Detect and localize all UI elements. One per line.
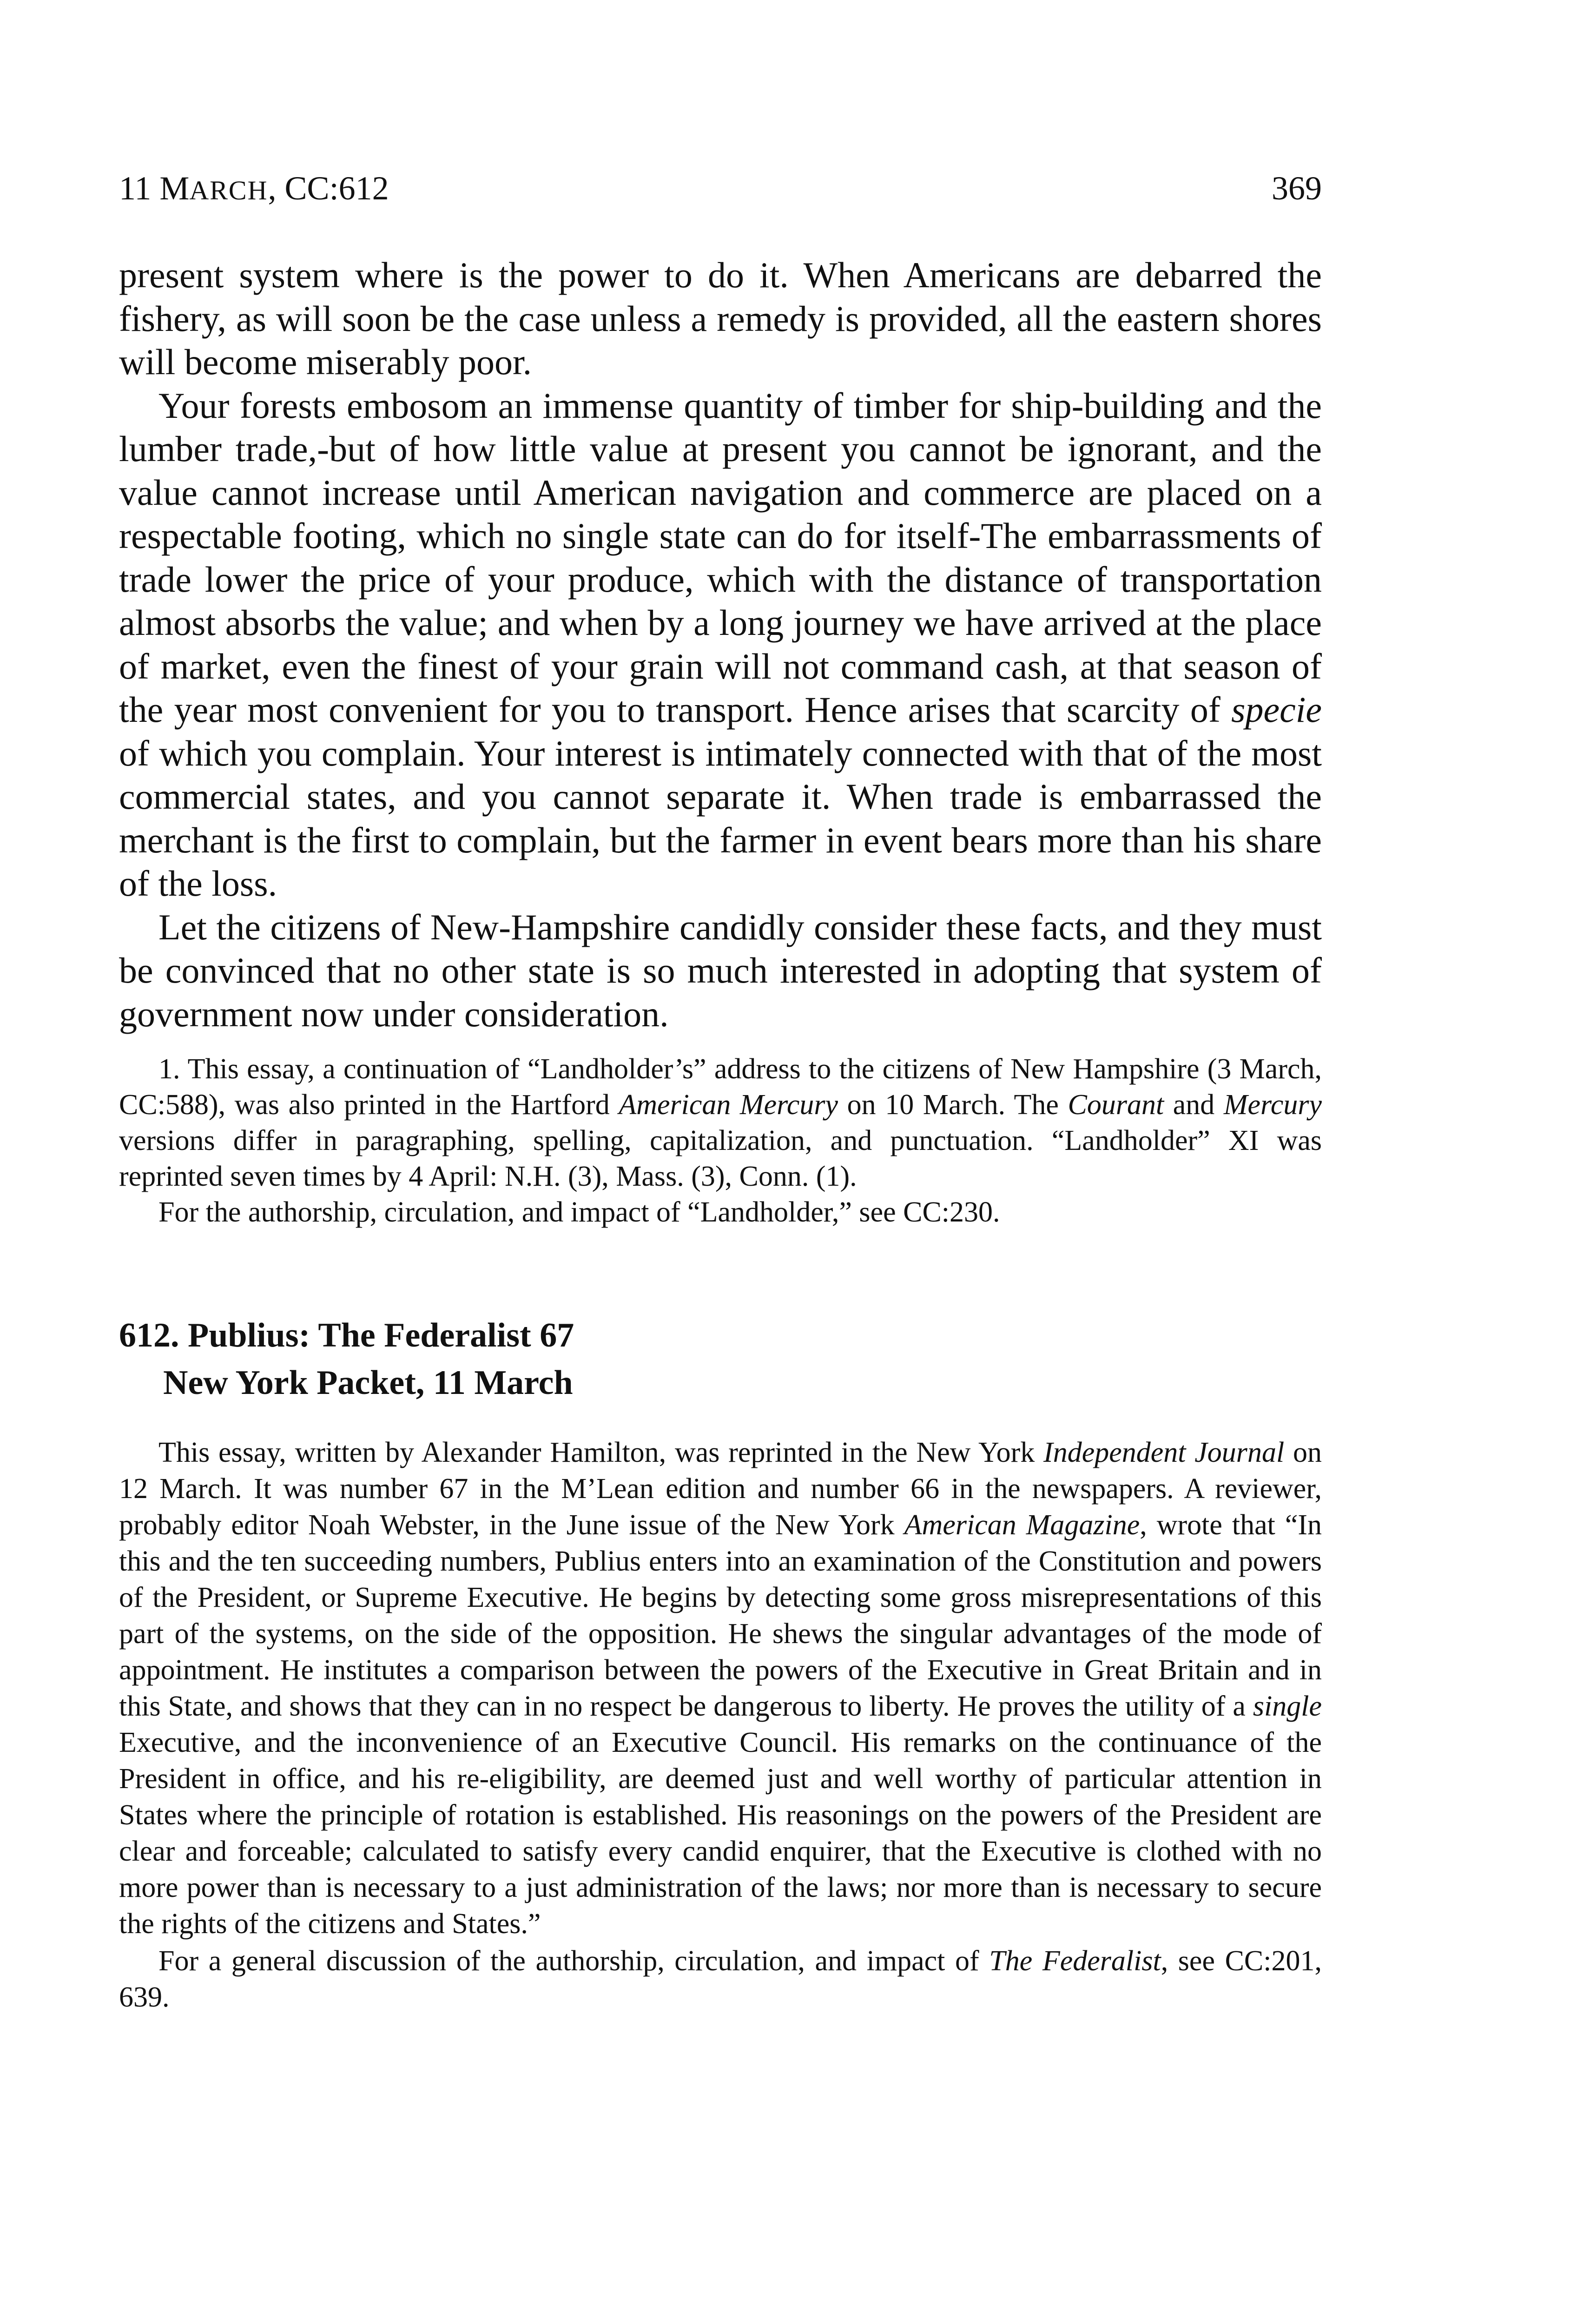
- running-head-suffix: , CC:612: [268, 170, 389, 207]
- footnote-1-text-d: versions differ in paragraphing, spelling, capitalization, and punctuation. “Landholder” XI was reprinted seven times by 4 April: N.H. (3), Mass. (3), Conn. (1).: [119, 1125, 1322, 1192]
- main-text: [119, 253, 1322, 1036]
- headnote-2-text-b: , see CC:201, 639.: [119, 1945, 1322, 2013]
- paragraph-forests: [119, 384, 1322, 905]
- footnote-1-text-a: 1. This essay, a continuation of “Landholder’s” address to the citizens of New Hampshire (3 March, CC:588), was also printed in the Hartford: [119, 1053, 1322, 1121]
- footnote-1-italic-3: Mercury: [1223, 1089, 1322, 1121]
- section-heading-source: New York Packet, 11 March: [163, 1364, 573, 1402]
- footnote-1-text-c: and: [1164, 1089, 1224, 1121]
- headnote-paragraph-1: [119, 1434, 1322, 1942]
- headnote-italic-2: American Magazine: [904, 1509, 1140, 1541]
- running-head-date: [119, 167, 389, 211]
- footnote-1-italic-1: American Mercury: [619, 1089, 838, 1121]
- headnote: [119, 1434, 1322, 2015]
- paragraph-continued: present system where is the power to do it. When Americans are debarred the fishery, as will soon be the case unless a remedy is provided, all the eastern shores will become miserably poor.: [119, 255, 1322, 382]
- running-head-smallcaps: ARCH: [189, 175, 268, 205]
- headnote-text-d: Executive, and the inconvenience of an Executive Council. His remarks on the continuance of the President in office, and his re-eligibility, are deemed just and well worthy of particular attention in States where the principle of rotation is established. His reasonings on the powers of the President are clear and forceable; calculated to satisfy every candid enquirer, that the Executive is clothed with no more power than is necessary to a just administration of the laws; nor more than is necessary to secure the rights of the citizens and States.”: [119, 1727, 1322, 1940]
- headnote-paragraph-2: [119, 1943, 1322, 2015]
- footnote-1: [119, 1051, 1322, 1195]
- footnote-authorship: For the authorship, circulation, and impact of “Landholder,” see CC:230.: [158, 1196, 1000, 1228]
- headnote-2-text-a: For a general discussion of the authorship, circulation, and impact of: [158, 1945, 989, 1977]
- section-heading: [119, 1312, 1322, 1406]
- headnote-italic-1: Independent Journal: [1043, 1437, 1285, 1468]
- headnote-text-a: This essay, written by Alexander Hamilton, was reprinted in the New York: [158, 1437, 1044, 1468]
- section-heading-title: 612. Publius: The Federalist 67: [119, 1316, 574, 1354]
- document-page: [119, 167, 1322, 2015]
- paragraph-new-hampshire: Let the citizens of New-Hampshire candidly consider these facts, and they must be convinced that no other state is so much interested in adopting that system of government now under consideration.: [119, 906, 1322, 1034]
- running-head-prefix: 11 M: [119, 170, 190, 207]
- footnote-1-text-b: on 10 March. The: [838, 1089, 1068, 1121]
- page-number: 369: [1272, 170, 1322, 207]
- running-head: [119, 167, 1322, 211]
- headnote-text-c: , wrote that “In this and the ten succeeding numbers, Publius enters into an examination of the Constitution and powers of the President, or Supreme Executive. He begins by detecting some gross misrepresentations of this part of the systems, on the side of the opposition. He shews the singular advantages of the mode of appointment. He institutes a comparison between the powers of the Executive in Great Britain and in this State, and shows that they can in no respect be dangerous to liberty. He proves the utility of a: [119, 1509, 1322, 1722]
- footnotes: [119, 1051, 1322, 1230]
- headnote-italic-3: single: [1253, 1690, 1322, 1722]
- paragraph-forests-text-a: Your forests embosom an immense quantity of timber for ship-building and the lumber trade,-but of how little value at present you cannot be ignorant, and the value cannot increase until American navigation and commerce are placed on a respectable footing, which no single state can do for itself-The embarrassments of trade lower the price of your produce, which with the distance of transportation almost absorbs the value; and when by a long journey we have arrived at the place of market, even the finest of your grain will not command cash, at that season of the year most convenient for you to transport. Hence arises that scarcity of: [119, 385, 1322, 730]
- paragraph-forests-italic: specie: [1231, 689, 1322, 730]
- headnote-text-b: on 12 March. It was number 67 in the M’Lean edition and number 66 in the newspapers. A reviewer, probably editor Noah Webster, in the June issue of the New York: [119, 1437, 1322, 1541]
- footnote-1-italic-2: Courant: [1068, 1089, 1164, 1121]
- headnote-2-italic: The Federalist: [989, 1945, 1161, 1977]
- paragraph-forests-text-b: of which you complain. Your interest is intimately connected with that of the most commercial states, and you cannot separate it. When trade is embarrassed the merchant is the first to complain, but the farmer in event bears more than his share of the loss.: [119, 733, 1322, 904]
